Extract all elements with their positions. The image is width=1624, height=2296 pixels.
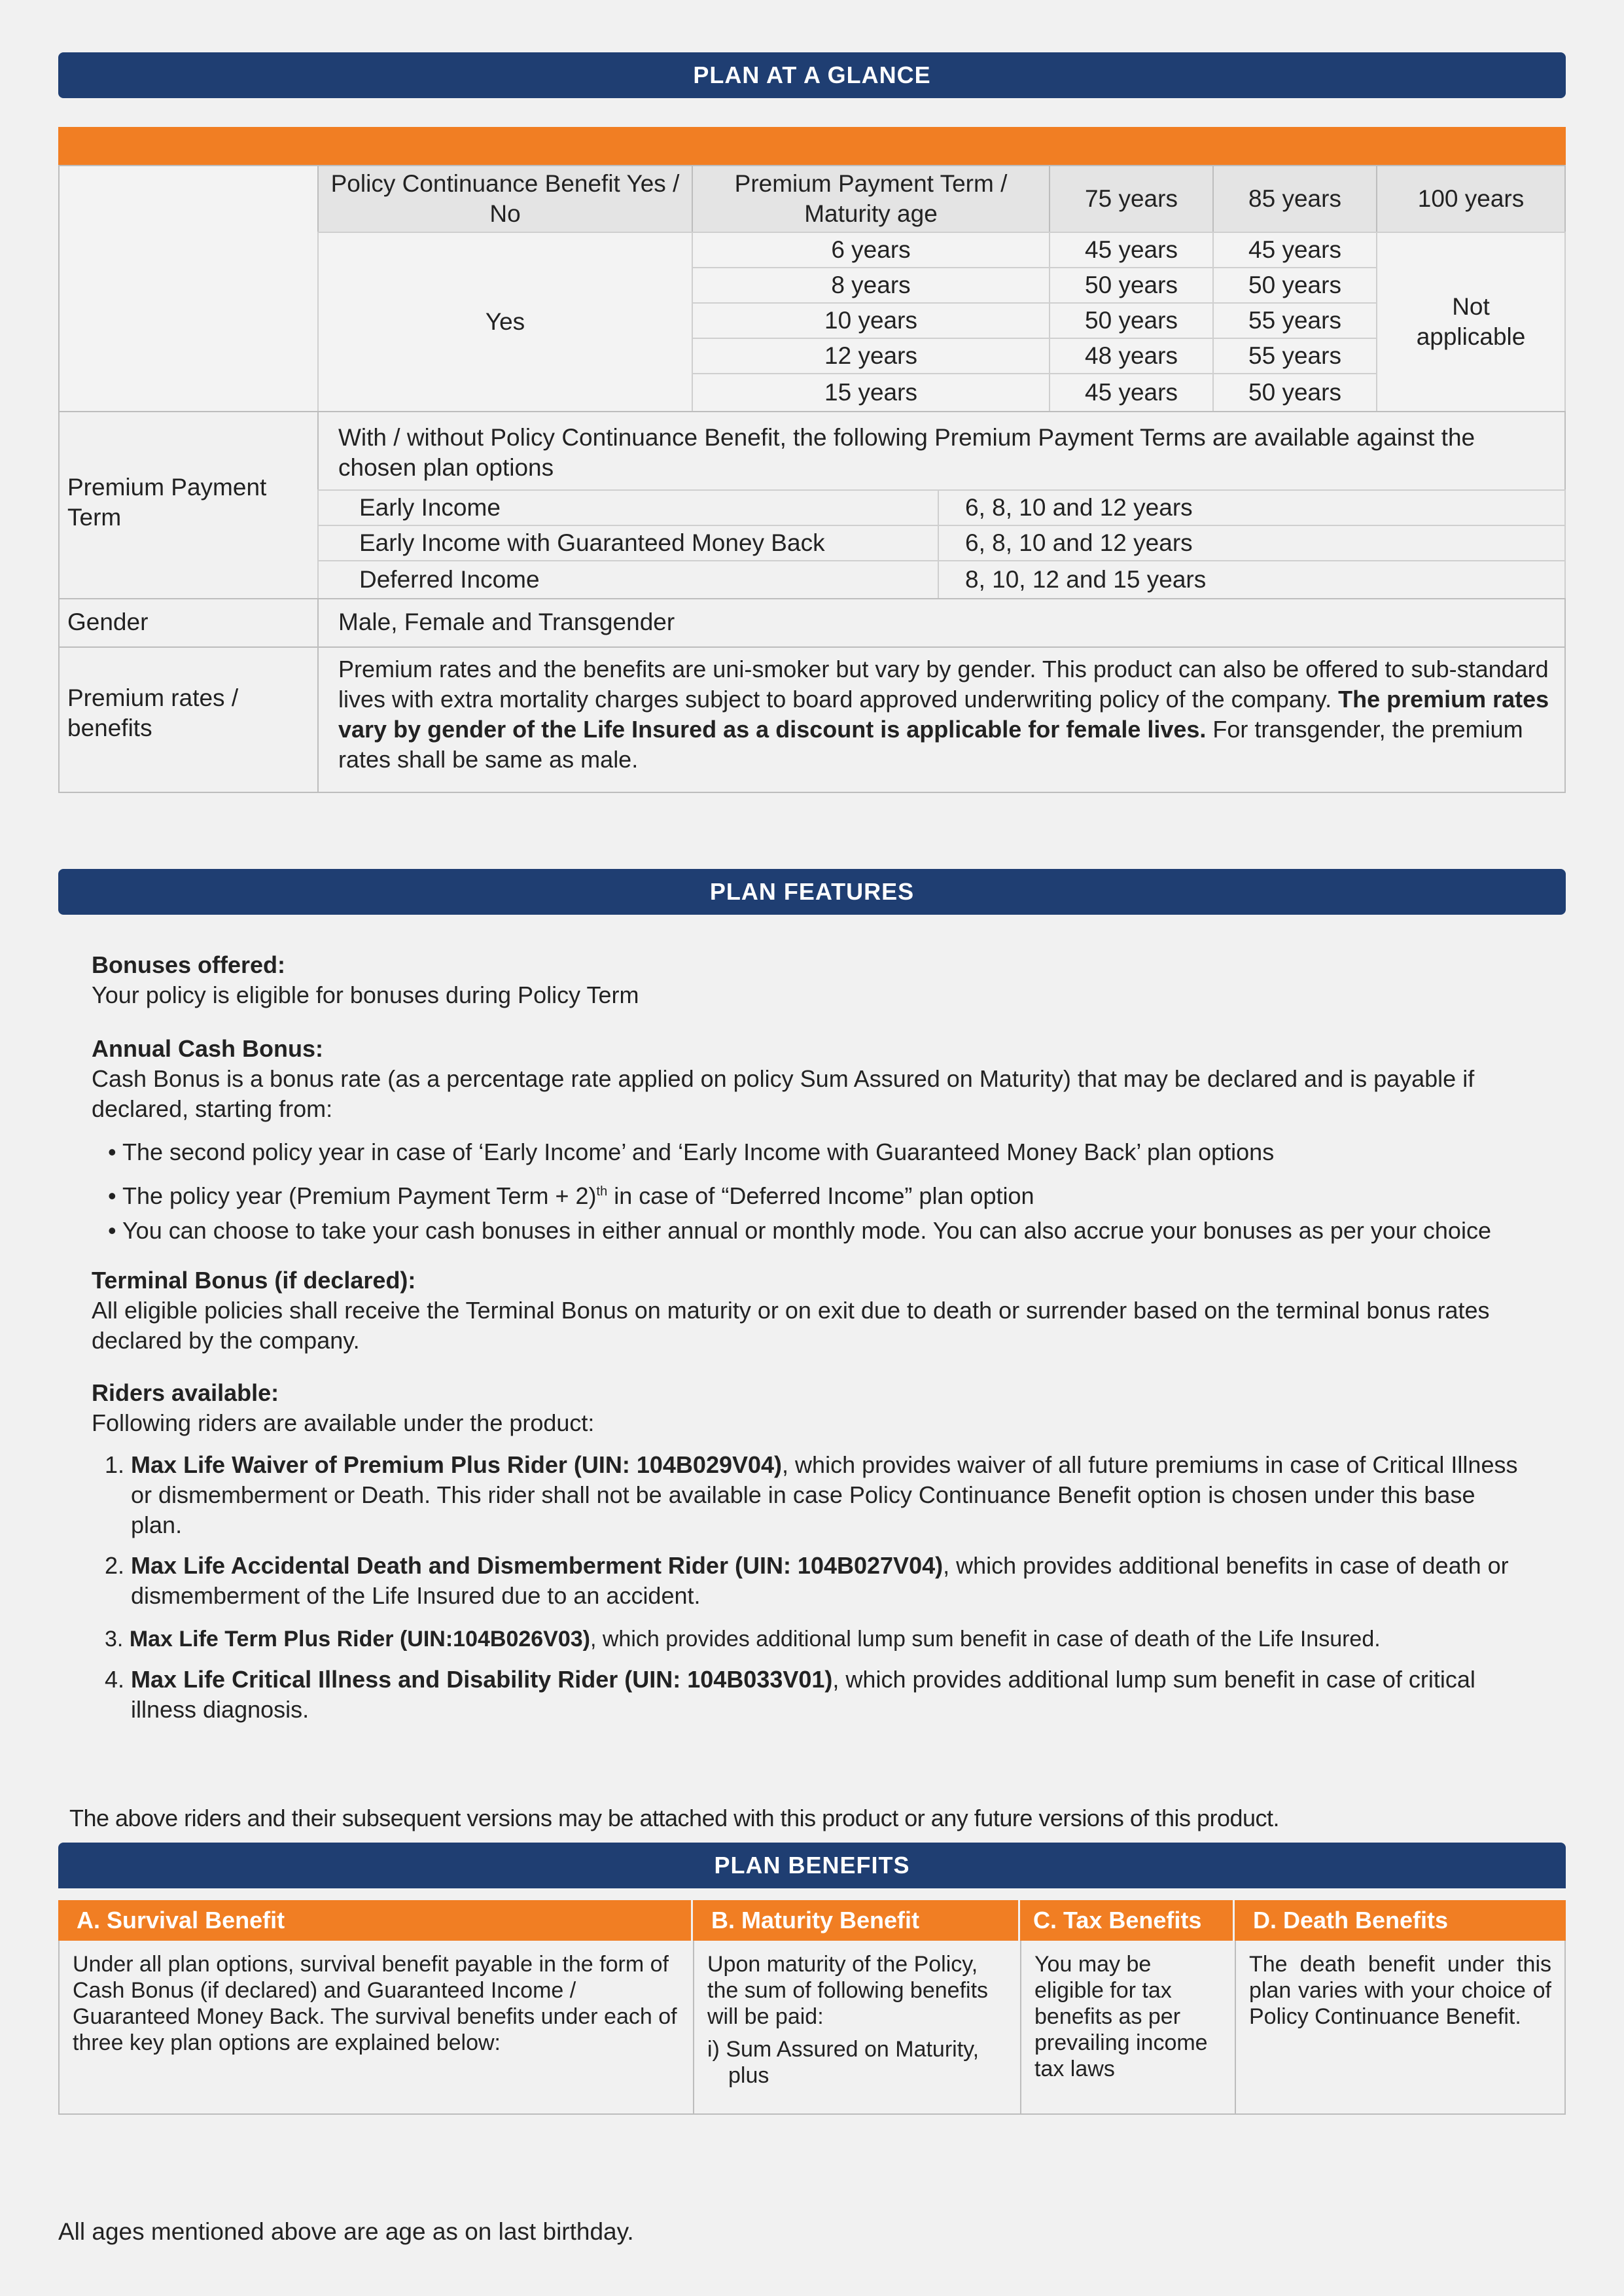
rider-item: [105, 1450, 1518, 1540]
header-85: 85 years: [1212, 165, 1377, 233]
terminal-bonus-text: All eligible policies shall receive the Terminal Bonus on maturity or on exit due to death or surrender based on the terminal bonus rates declared by the company.: [92, 1297, 1490, 1354]
footer-note: All ages mentioned above are age as on last birthday.: [58, 2218, 634, 2245]
bonuses-heading: Bonuses offered:: [92, 951, 286, 978]
rider-item: [105, 1551, 1518, 1611]
ppt-option-terms: 6, 8, 10 and 12 years: [938, 489, 1566, 526]
rates-text-1: Premium rates and the benefits are uni-smoker but vary by gender. This product can also be offered to sub-standard lives with extra mortality charges subject to board approved underwriting policy of the company.: [338, 656, 1549, 713]
benefit-header-tax: C. Tax Benefits: [1020, 1900, 1235, 1941]
bullet-text: You can choose to take your cash bonuses in either annual or monthly mode. You can also accrue your bonuses as per your choice: [122, 1217, 1491, 1244]
ppt-option-name: Early Income: [317, 489, 939, 526]
rates-label: Premium rates / benefits: [67, 684, 239, 741]
header-ppt: Premium Payment Term / Maturity age: [692, 165, 1050, 233]
header-100: 100 years: [1376, 165, 1566, 233]
m75-cell: 50 years: [1049, 267, 1214, 304]
terminal-bonus-section: [92, 1265, 1557, 1356]
ppt-option-terms: 6, 8, 10 and 12 years: [938, 525, 1566, 561]
maturity-text: Upon maturity of the Policy, the sum of following benefits will be paid:: [707, 1952, 989, 2029]
riders-heading: Riders available:: [92, 1379, 279, 1406]
orange-strip: [58, 127, 1566, 165]
m75-cell: 45 years: [1049, 373, 1214, 412]
pcb-value: Yes: [317, 232, 693, 412]
bonuses-text: Your policy is eligible for bonuses during Policy Term: [92, 981, 639, 1008]
terminal-bonus-heading: Terminal Bonus (if declared):: [92, 1267, 416, 1294]
m85-cell: 55 years: [1212, 302, 1377, 339]
cash-bonus-section: [92, 1034, 1557, 1124]
m75-cell: 50 years: [1049, 302, 1214, 339]
rates-label-cell: [58, 646, 319, 793]
riders-text: Following riders are available under the product:: [92, 1409, 595, 1436]
plan-benefits-title: PLAN BENEFITS: [58, 1843, 1566, 1888]
benefit-header-death: D. Death Benefits: [1235, 1900, 1566, 1941]
m100-value: Not applicable: [1376, 232, 1566, 412]
plan-features-title: PLAN FEATURES: [58, 869, 1566, 915]
ppt-label: Premium Payment Term: [67, 474, 267, 531]
bullet-text: in case of “Deferred Income” plan option: [607, 1182, 1034, 1209]
rider-number: 2.: [105, 1552, 125, 1579]
gender-label-cell: [58, 598, 319, 648]
ppt-cell: 12 years: [692, 338, 1050, 374]
ppt-cell: 15 years: [692, 373, 1050, 412]
cash-bonus-heading: Annual Cash Bonus:: [92, 1035, 324, 1062]
rates-text-bold: The premium rates vary by gender of the Life Insured as a discount is applicable for female lives.: [338, 686, 1549, 743]
rider-number: 3.: [105, 1627, 124, 1651]
rider-name: Max Life Accidental Death and Dismemberment Rider (UIN: 104B027V04): [131, 1552, 944, 1579]
rider-desc: , which provides additional benefits in case of death or dismemberment of the Life Insured due to an accident.: [131, 1552, 1509, 1609]
ppt-option-name: Early Income with Guaranteed Money Back: [317, 525, 939, 561]
rider-name: Max Life Term Plus Rider (UIN:104B026V03): [129, 1627, 590, 1651]
ppt-cell: 10 years: [692, 302, 1050, 339]
benefit-body-survival: [58, 1941, 694, 2115]
rider-number: 1.: [105, 1451, 125, 1478]
tax-text: You may be eligible for tax benefits as per prevailing income tax laws: [1034, 1952, 1208, 2081]
rates-text: [338, 654, 1562, 775]
m85-cell: 45 years: [1212, 232, 1377, 268]
bullet-item: • The policy year (Premium Payment Term + 2)$^{th}$ in case of “Deferred Income” plan option: [108, 1182, 1034, 1209]
bonuses-section: [92, 950, 1557, 1010]
maturity-item: i) Sum Assured on Maturity, plus: [707, 2037, 980, 2088]
death-text: The death benefit under this plan varies with your choice of Policy Continuance Benefit.: [1249, 1952, 1551, 2029]
rider-desc: , which provides additional lump sum benefit in case of death of the Life Insured.: [590, 1627, 1381, 1651]
bullet-item: • You can choose to take your cash bonuses in either annual or monthly mode. You can also accrue your bonuses as per your choice: [108, 1217, 1491, 1244]
ppt-option-terms: 8, 10, 12 and 15 years: [938, 560, 1566, 599]
cash-bonus-text: Cash Bonus is a bonus rate (as a percentage rate applied on policy Sum Assured on Maturity) that may be declared and is payable if declared, starting from:: [92, 1065, 1475, 1122]
benefit-header-maturity: B. Maturity Benefit: [693, 1900, 1020, 1941]
gender-value-cell: [317, 598, 1566, 648]
rider-desc: , which provides waiver of all future premiums in case of Critical Illness or dismemberment or Death. This rider shall not be available in case Policy Continuance Benefit option is chosen under this base plan.: [131, 1451, 1518, 1538]
bullet-text: The second policy year in case of ‘Early Income’ and ‘Early Income with Guaranteed Money Back’ plan options: [122, 1139, 1275, 1165]
rider-item: [105, 1624, 1518, 1654]
m85-cell: 50 years: [1212, 373, 1377, 412]
header-75: 75 years: [1049, 165, 1214, 233]
benefit-body-maturity: [693, 1941, 1021, 2115]
superscript-th: th: [596, 1184, 608, 1199]
rider-name: Max Life Waiver of Premium Plus Rider (UIN: 104B029V04): [131, 1451, 783, 1478]
m75-cell: 45 years: [1049, 232, 1214, 268]
ppt-option-name: Deferred Income: [317, 560, 939, 599]
empty-corner-cell: [58, 165, 319, 412]
ppt-intro: With / without Policy Continuance Benefit, the following Premium Payment Terms are available against the chosen plan options: [338, 424, 1475, 481]
ppt-cell: 6 years: [692, 232, 1050, 268]
m85-cell: 55 years: [1212, 338, 1377, 374]
header-pcb: Policy Continuance Benefit Yes / No: [317, 165, 693, 233]
bullet-item: • The second policy year in case of ‘Early Income’ and ‘Early Income with Guaranteed Money Back’ plan options: [108, 1139, 1275, 1165]
benefit-body-death: [1235, 1941, 1566, 2115]
m85-cell: 50 years: [1212, 267, 1377, 304]
riders-note: The above riders and their subsequent versions may be attached with this product or any future versions of this product.: [69, 1805, 1280, 1831]
rates-text-2: For transgender, the premium rates shall be same as male.: [338, 716, 1523, 773]
ppt-cell: 8 years: [692, 267, 1050, 304]
rider-item: [105, 1665, 1518, 1725]
gender-value: Male, Female and Transgender: [338, 609, 675, 635]
rates-value-cell: [317, 646, 1566, 793]
m75-cell: 48 years: [1049, 338, 1214, 374]
riders-section: [92, 1378, 1557, 1438]
survival-text: Under all plan options, survival benefit payable in the form of Cash Bonus (if declared) and Guaranteed Income / Guaranteed Money Back. The survival benefits under each of three key plan options are explained below:: [73, 1952, 677, 2055]
gender-label: Gender: [67, 609, 149, 635]
ppt-label-cell: [58, 411, 319, 599]
bullet-text: The policy year (Premium Payment Term + 2): [122, 1182, 597, 1209]
plan-at-a-glance-title: PLAN AT A GLANCE: [58, 52, 1566, 98]
rider-number: 4.: [105, 1666, 125, 1693]
rider-desc: , which provides additional lump sum benefit in case of critical illness diagnosis.: [131, 1666, 1475, 1723]
benefit-header-survival: A. Survival Benefit: [58, 1900, 693, 1941]
rider-name: Max Life Critical Illness and Disability Rider (UIN: 104B033V01): [131, 1666, 833, 1693]
benefit-body-tax: [1020, 1941, 1236, 2115]
